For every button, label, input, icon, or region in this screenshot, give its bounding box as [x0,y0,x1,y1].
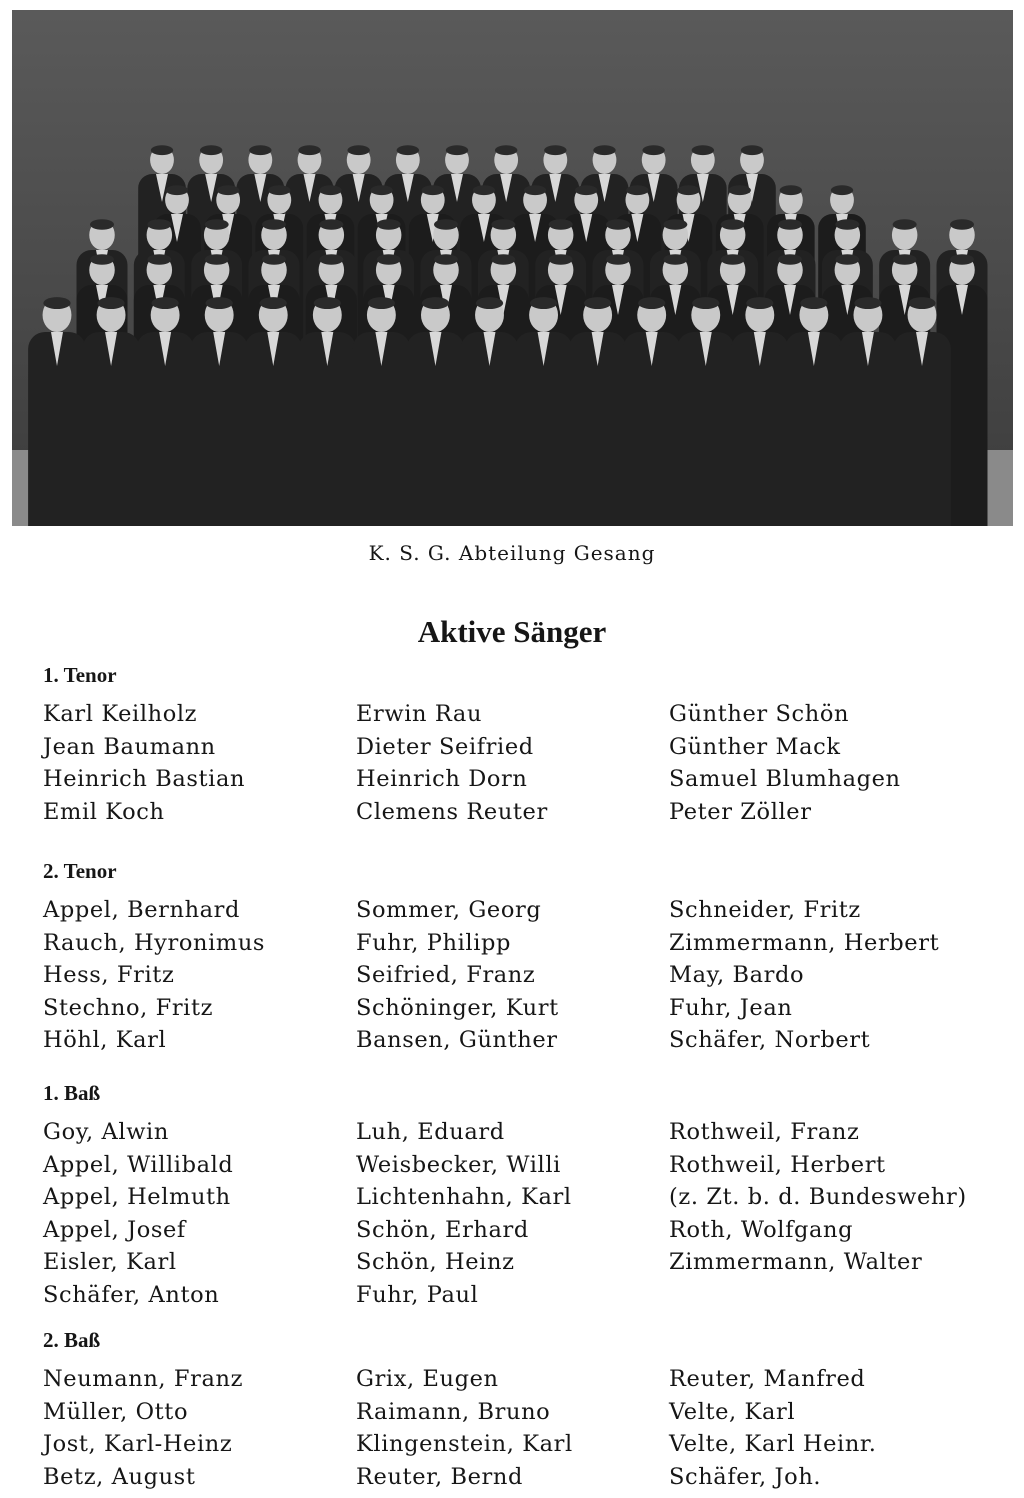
singer-name: Lichtenhahn, Karl [356,1184,572,1211]
section-title: 1. Tenor [43,663,117,687]
singer-name: Schneider, Fritz [669,897,861,923]
singer-name: Hess, Fritz [43,962,175,989]
name-column [43,698,356,828]
singer-name: Schäfer, Norbert [669,1027,871,1054]
singer-name: Günther Mack [669,733,841,760]
section-1-tenor [43,662,1013,828]
singer-name: Appel, Helmuth [43,1184,231,1211]
singer-name: Seifried, Franz [356,962,536,989]
photo-caption: K. S. G. Abteilung Gesang [368,541,656,565]
singer-name: Jean Baumann [43,733,216,760]
singer-name: Schön, Erhard [356,1216,529,1243]
name-column [669,1363,982,1493]
name-column [356,698,669,828]
singer-name: Günther Schön [669,701,850,727]
singer-name: Stechno, Fritz [43,994,214,1021]
singer-name: Heinrich Bastian [43,766,246,793]
section-2-bass [43,1327,1013,1493]
name-columns [43,1116,1013,1312]
section-2-tenor [43,858,1013,1057]
singer-name: Schäfer, Anton [43,1281,220,1308]
singer-name: Fuhr, Philipp [356,929,512,956]
singer-name: Jost, Karl-Heinz [43,1431,233,1458]
singer-name: Dieter Seifried [356,733,534,760]
singer-name: Erwin Rau [356,701,483,727]
name-column [356,1363,669,1493]
singer-name: Neumann, Franz [43,1366,244,1392]
singer-name: Rauch, Hyronimus [43,929,266,956]
name-column [669,698,982,828]
singer-name: Höhl, Karl [43,1027,167,1054]
group-photo-drawing [12,10,1013,526]
singer-name: Peter Zöller [669,798,812,825]
singer-name: Schöninger, Kurt [356,994,559,1021]
singer-name: Emil Koch [43,798,165,825]
singer-name: Zimmermann, Walter [669,1249,923,1276]
singer-name: Klingenstein, Karl [356,1431,573,1458]
singer-name: Fuhr, Paul [356,1281,479,1308]
singer-name: Samuel Blumhagen [669,766,901,793]
singer-name: Reuter, Bernd [356,1463,523,1490]
singer-name: Bansen, Günther [356,1027,558,1054]
singer-name: Appel, Josef [43,1216,186,1243]
singer-name: Clemens Reuter [356,798,548,825]
singer-name: Velte, Karl [669,1398,796,1425]
name-column [43,1116,356,1312]
name-column [43,894,356,1057]
singer-name: Weisbecker, Willi [356,1151,561,1178]
singer-name: Eisler, Karl [43,1249,177,1276]
singer-name: Betz, August [43,1463,196,1490]
section-1-bass [43,1080,1013,1312]
singer-name: Karl Keilholz [43,701,198,727]
singer-name: Appel, Willibald [43,1151,234,1178]
singer-name: Rothweil, Franz [669,1119,860,1145]
singer-name: Schäfer, Joh. [669,1463,822,1490]
singer-name: Zimmermann, Herbert [669,929,940,956]
singer-name: Goy, Alwin [43,1119,169,1145]
singer-name: Velte, Karl Heinr. [669,1431,877,1458]
name-column [43,1363,356,1493]
name-columns [43,894,1013,1057]
name-column [669,894,982,1057]
name-column [356,894,669,1057]
singer-name: Fuhr, Jean [669,994,793,1021]
section-title: 1. Baß [43,1081,101,1105]
singer-name: Grix, Eugen [356,1366,499,1392]
singer-name: Reuter, Manfred [669,1366,866,1392]
singer-name: May, Bardo [669,962,805,989]
name-columns [43,698,1013,828]
section-title: 2. Baß [43,1328,101,1352]
name-column [356,1116,669,1312]
singer-name: Appel, Bernhard [43,897,241,923]
section-title: 2. Tenor [43,859,117,883]
singer-note: (z. Zt. b. d. Bundeswehr) [669,1184,967,1211]
singer-name: Schön, Heinz [356,1249,515,1276]
singer-name: Heinrich Dorn [356,766,528,793]
singer-name: Rothweil, Herbert [669,1151,886,1178]
group-photo [12,10,1013,526]
singer-name: Müller, Otto [43,1398,189,1425]
singer-name: Roth, Wolfgang [669,1216,854,1243]
page-title: Aktive Sänger [417,614,607,649]
singer-name: Luh, Eduard [356,1119,505,1145]
singer-name: Raimann, Bruno [356,1398,551,1425]
singer-name: Sommer, Georg [356,897,542,923]
name-columns [43,1363,1013,1493]
name-column [669,1116,982,1312]
